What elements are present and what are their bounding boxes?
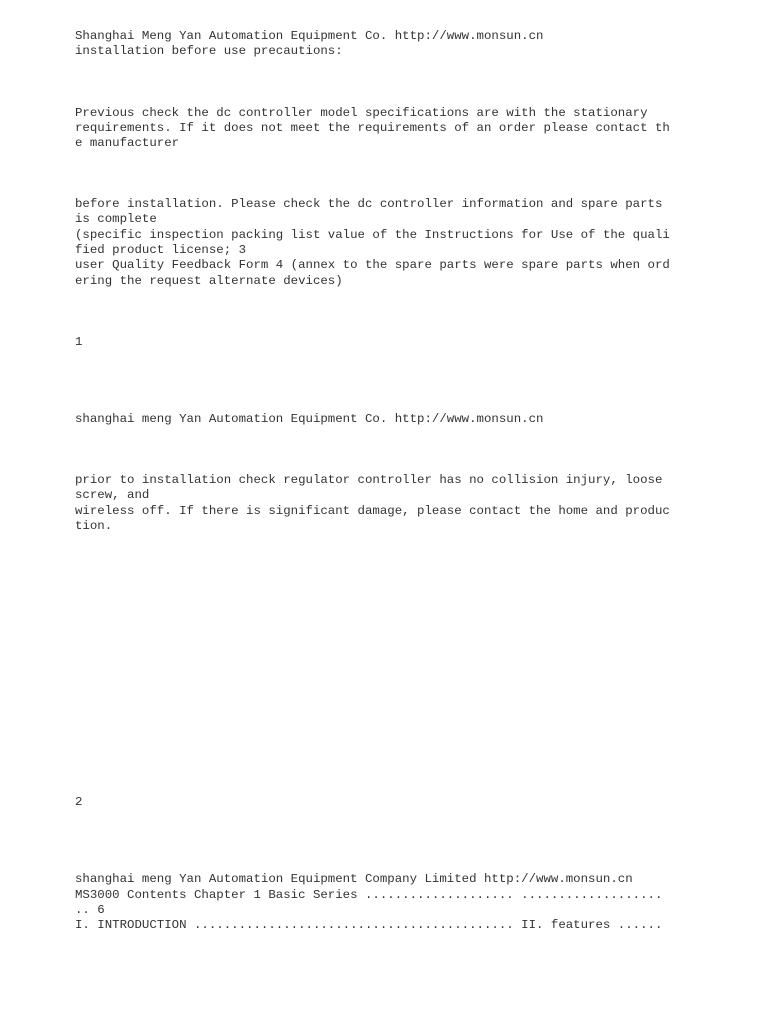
page1-paragraph-1-line-3: e manufacturer: [75, 136, 180, 150]
page2-header: shanghai meng Yan Automation Equipment Co. http://www.monsun.cn: [75, 412, 544, 426]
page1-paragraph-2-line-3: (specific inspection packing list value of the Instructions for Use of the quali: [75, 228, 670, 242]
toc-line-3: I. INTRODUCTION ........................................... II. features ......: [75, 918, 663, 932]
page2-page-number: 2: [75, 795, 83, 809]
page1-paragraph-2-line-1: before installation. Please check the dc controller information and spare parts: [75, 197, 663, 211]
page2-paragraph-1-line-1: prior to installation check regulator controller has no collision injury, loose: [75, 473, 663, 487]
toc-line-1: MS3000 Contents Chapter 1 Basic Series .................... ...................: [75, 888, 663, 902]
page1-paragraph-1-line-2: requirements. If it does not meet the requirements of an order please contact th: [75, 121, 670, 135]
page1-page-number: 1: [75, 335, 83, 349]
page2-paragraph-1-line-2: screw, and: [75, 488, 150, 502]
page1-subtitle: installation before use precautions:: [75, 44, 343, 58]
page1-header: Shanghai Meng Yan Automation Equipment Co. http://www.monsun.cn: [75, 29, 544, 43]
page1-paragraph-2-line-4: fied product license; 3: [75, 243, 247, 257]
toc-line-2: .. 6: [75, 903, 105, 917]
page1-paragraph-2-line-6: ering the request alternate devices): [75, 274, 343, 288]
page1-paragraph-1-line-1: Previous check the dc controller model specifications are with the stationary: [75, 106, 648, 120]
page2-paragraph-1-line-3: wireless off. If there is significant damage, please contact the home and produc: [75, 504, 670, 518]
page2-paragraph-1-line-4: tion.: [75, 519, 113, 533]
page1-paragraph-2-line-5: user Quality Feedback Form 4 (annex to the spare parts were spare parts when ord: [75, 258, 670, 272]
page1-paragraph-2-line-2: is complete: [75, 212, 157, 226]
page3-header: shanghai meng Yan Automation Equipment Company Limited http://www.monsun.cn: [75, 872, 633, 886]
